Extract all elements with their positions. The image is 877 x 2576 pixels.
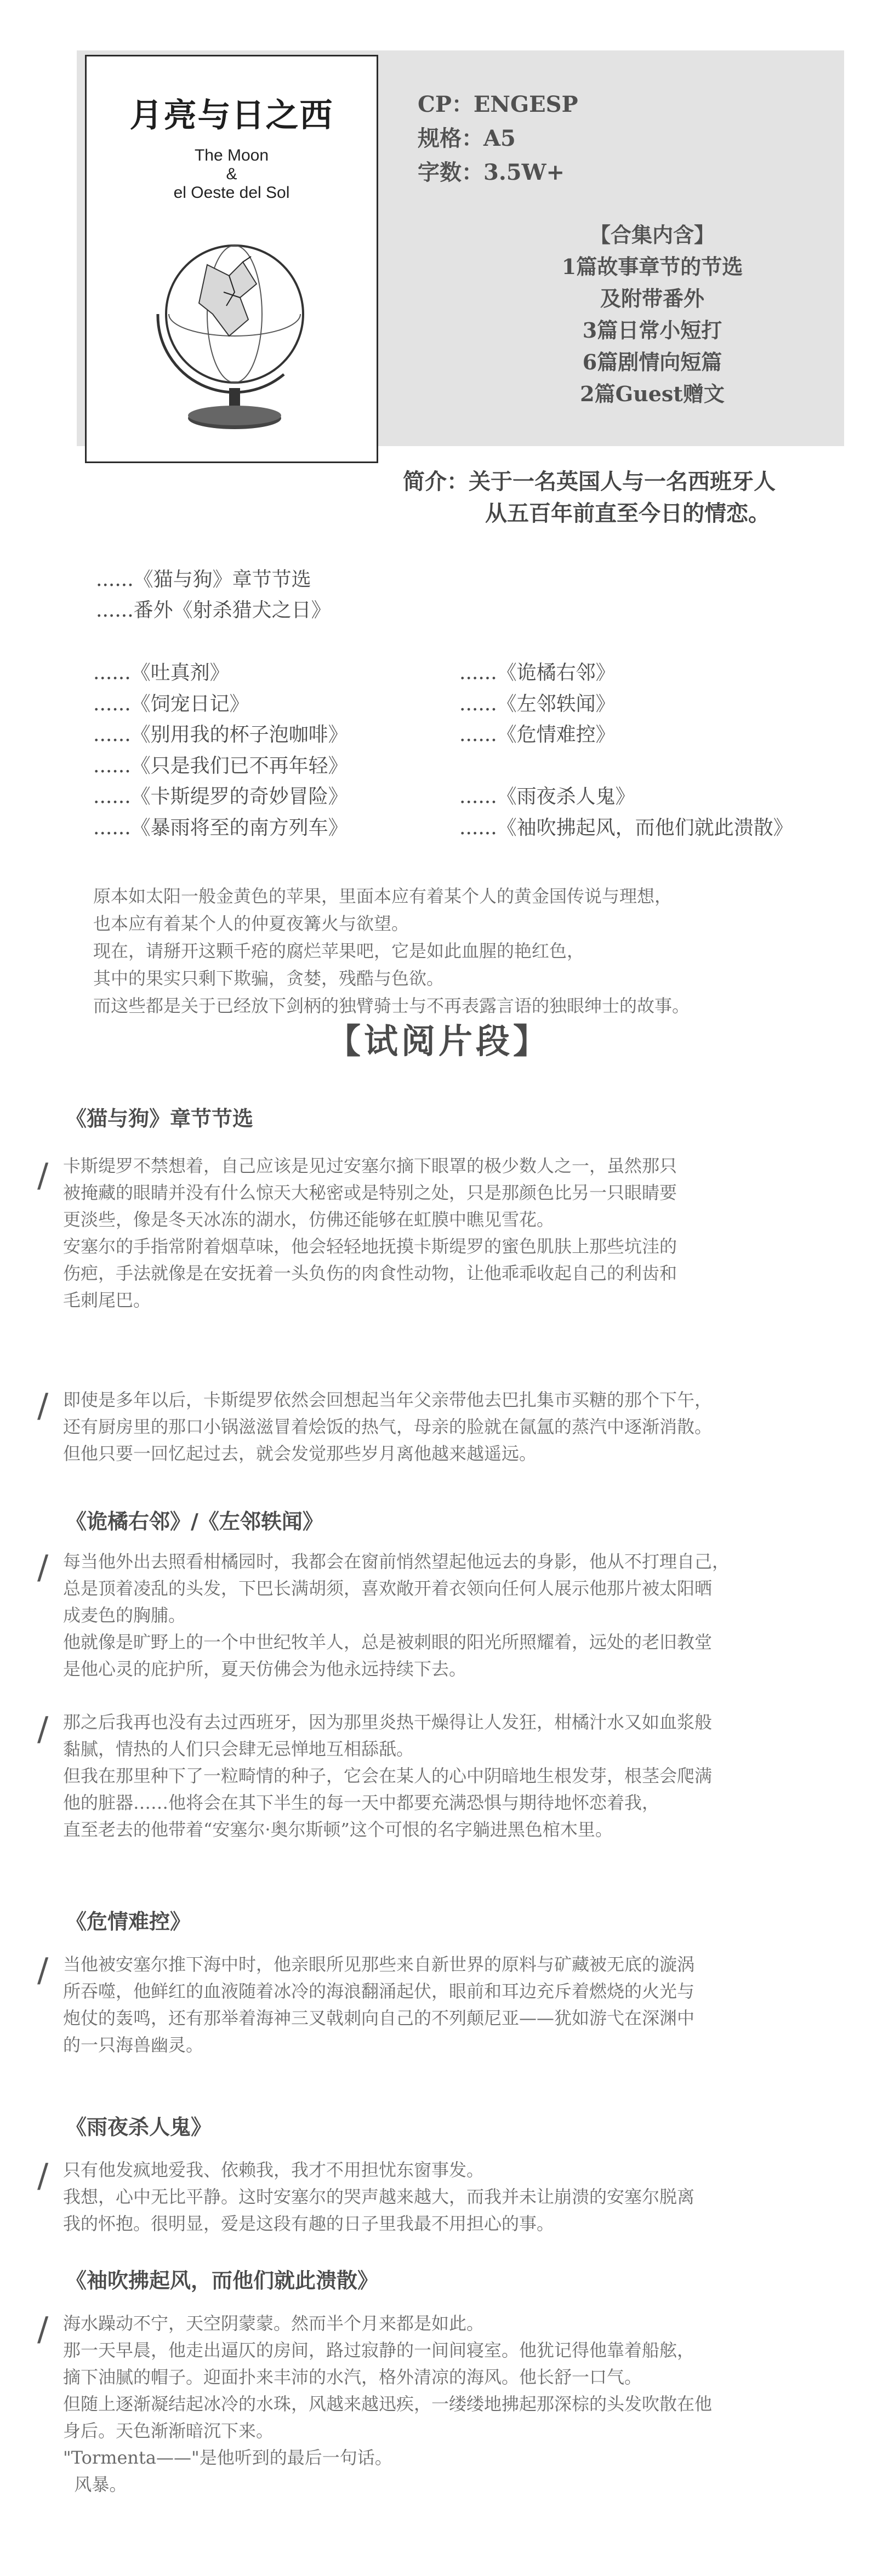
excerpt-line: 成麦色的胸脯。 — [63, 1605, 186, 1626]
intro-paragraph — [93, 882, 690, 1019]
chapter-title: 《猫与狗》章节节选 — [66, 1106, 254, 1131]
synopsis-line: 从五百年前直至今日的情恋。 — [485, 500, 770, 526]
excerpt-line: 每当他外出去照看柑橘园时，我都会在窗前悄然望起他远去的身影，他从不打理自己， — [63, 1551, 730, 1572]
toc-entry: ......《猫与狗》章节节选 — [96, 568, 311, 591]
toc-entry: ......《危情难控》 — [459, 723, 616, 746]
collection-item: 2篇Guest赠文 — [580, 381, 725, 406]
collection-header: 【合集内含】 — [589, 223, 715, 247]
excerpt-line: 摘下油腻的帽子。迎面扑来丰沛的水汽，格外清凉的海风。他长舒一口气。 — [63, 2367, 642, 2387]
slash-mark-icon: / — [37, 1387, 49, 1425]
slash-mark-icon: / — [37, 1156, 49, 1195]
excerpt-paragraph — [63, 1153, 830, 1314]
chapter-title: 《雨夜杀人鬼》 — [66, 2115, 212, 2139]
intro-line: 现在，请掰开这颗千疮的腐烂苹果吧，它是如此血腥的艳红色， — [93, 941, 585, 961]
book-info — [418, 88, 578, 190]
slash-mark-icon: / — [37, 2157, 49, 2195]
cover-title-en-line: & — [226, 165, 237, 183]
excerpt-line: 总是顶着凌乱的头发，下巴长满胡须，喜欢敞开着衣领向任何人展示他那片被太阳晒 — [63, 1578, 713, 1599]
toc-spacer — [459, 751, 793, 782]
toc-main-story — [96, 565, 331, 626]
globe-illustration — [147, 232, 322, 440]
chapter-title: 《诡橘右邻》/《左邻轶闻》 — [66, 1509, 323, 1534]
book-cover — [85, 55, 378, 463]
slash-mark-icon: / — [37, 1548, 49, 1587]
slash-mark-icon: / — [37, 2310, 49, 2349]
excerpt-line: 毛刺尾巴。 — [63, 1290, 151, 1310]
collection-item: 6篇剧情向短篇 — [582, 350, 722, 374]
slash-mark-icon: / — [37, 1710, 49, 1748]
excerpt-line: 当他被安塞尔推下海中时，他亲眼所见那些来自新世界的原料与矿藏被无底的漩涡 — [63, 1954, 695, 1975]
excerpt-line: 被掩藏的眼睛并没有什么惊天大秘密或是特别之处，只是那颜色比另一只眼睛要 — [63, 1182, 677, 1203]
toc-entry: ......《暴雨将至的南方列车》 — [93, 816, 348, 839]
excerpt-line: 所吞噬，他鲜红的血液随着冰冷的海浪翻涌起伏，眼前和耳边充斥着燃烧的火光与 — [63, 1981, 695, 2002]
excerpt-line: 但他只要一回忆起过去，就会发觉那些岁月离他越来越遥远。 — [63, 1443, 537, 1464]
intro-line: 而这些都是关于已经放下剑柄的独臂骑士与不再表露言语的独眼绅士的故事。 — [93, 995, 690, 1016]
synopsis — [403, 466, 776, 529]
chapter-title: 《袖吹拂起风，而他们就此溃散》 — [66, 2268, 379, 2293]
intro-line: 其中的果实只剩下欺骗，贪婪，残酷与色欲。 — [93, 968, 445, 989]
cover-title-en-line: The Moon — [194, 146, 269, 164]
excerpt-line: 风暴。 — [63, 2474, 127, 2495]
excerpt-line: 还有厨房里的那口小锅滋滋冒着烩饭的热气，母亲的脸就在氤氲的蒸汽中逐渐消散。 — [63, 1416, 713, 1437]
excerpt-line: 但随上逐渐凝结起冰冷的水珠，风越来越迅疾，一缕缕地拂起那深棕的头发吹散在他 — [63, 2393, 713, 2414]
collection-item: 及附带番外 — [600, 286, 704, 311]
toc-entry: ......《雨夜杀人鬼》 — [459, 785, 635, 808]
cover-title-en-line: el Oeste del Sol — [173, 184, 290, 202]
excerpt-line: 那一天早晨，他走出逼仄的房间，路过寂静的一间间寝室。他犹记得他靠着船舷， — [63, 2340, 695, 2361]
excerpt-line: 是他心灵的庇护所，夏天仿佛会为他永远持续下去。 — [63, 1659, 467, 1679]
excerpt-line: 即使是多年以后，卡斯缇罗依然会回想起当年父亲带他去巴扎集市买糖的那个下午， — [63, 1389, 713, 1410]
toc-entry: ......《左邻轶闻》 — [459, 692, 616, 715]
excerpt-line: 身后。天色渐渐暗沉下来。 — [63, 2420, 274, 2441]
excerpt-paragraph — [63, 1709, 830, 1843]
cover-title-chinese: 月亮与日之西 — [129, 96, 334, 135]
toc-entry: ......《袖吹拂起风，而他们就此溃散》 — [459, 816, 793, 839]
excerpt-line: 的一只海兽幽灵。 — [63, 2034, 204, 2055]
excerpt-paragraph — [63, 1951, 830, 2059]
chapter-title: 《危情难控》 — [66, 1909, 191, 1934]
excerpt-line: 安塞尔的手指常附着烟草味，他会轻轻地抚摸卡斯缇罗的蜜色肌肤上那些坑洼的 — [63, 1236, 677, 1257]
intro-line: 原本如太阳一般金黄色的苹果，里面本应有着某个人的黄金国传说与理想， — [93, 886, 673, 907]
excerpt-paragraph — [63, 1387, 830, 1467]
excerpt-line: 炮仗的轰鸣，还有那举着海神三叉戟刺向自己的不列颠尼亚——犹如游弋在深渊中 — [63, 2008, 695, 2028]
collection-contents — [543, 219, 762, 410]
excerpt-line: 但我在那里种下了一粒畸情的种子，它会在某人的心中阴暗地生根发芽，根茎会爬满 — [63, 1765, 713, 1786]
toc-entry: ......《诡橘右邻》 — [459, 662, 616, 684]
collection-item: 1篇故事章节的节选 — [561, 254, 743, 279]
info-cp: CP：ENGESP — [418, 92, 578, 117]
excerpt-line: 我想，心中无比平静。这时安塞尔的哭声越来越大，而我并未让崩溃的安塞尔脱离 — [63, 2186, 695, 2207]
intro-line: 也本应有着某个人的仲夏夜篝火与欲望。 — [93, 913, 409, 934]
toc-entry: ......《卡斯缇罗的奇妙冒险》 — [93, 785, 348, 808]
synopsis-line: 简介：关于一名英国人与一名西班牙人 — [403, 469, 776, 494]
excerpt-paragraph — [63, 1548, 830, 1683]
slash-mark-icon: / — [37, 1951, 49, 1990]
preview-section-title: 【试阅片段】 — [326, 1021, 550, 1061]
excerpt-line: 伤疤，手法就像是在安抚着一头负伤的肉食性动物，让他乖乖收起自己的利齿和 — [63, 1263, 677, 1284]
excerpt-line: 卡斯缇罗不禁想着，自己应该是见过安塞尔摘下眼罩的极少数人之一，虽然那只 — [63, 1155, 677, 1176]
excerpt-line: 他就像是旷野上的一个中世纪牧羊人，总是被刺眼的阳光所照耀着，远处的老旧教堂 — [63, 1632, 713, 1652]
toc-entry: ......《别用我的杯子泡咖啡》 — [93, 723, 348, 746]
info-word-count: 字数：3.5W+ — [418, 159, 565, 185]
excerpt-paragraph — [63, 2157, 830, 2237]
toc-right-column — [459, 658, 793, 844]
excerpt-line: 那之后我再也没有去过西班牙，因为那里炎热干燥得让人发狂，柑橘汁水又如血浆般 — [63, 1712, 713, 1732]
excerpt-line: 他的脏器……他将会在其下半生的每一天中都要充满恐惧与期待地怀恋着我， — [63, 1792, 660, 1813]
cover-title-english — [87, 146, 377, 202]
excerpt-line: 只有他发疯地爱我、依赖我，我才不用担忧东窗事发。 — [63, 2159, 485, 2180]
info-spec: 规格：A5 — [418, 126, 516, 151]
toc-entry: ......《吐真剂》 — [93, 662, 230, 684]
toc-entry: ......番外《射杀猎犬之日》 — [96, 599, 331, 622]
toc-entry: ......《只是我们已不再年轻》 — [93, 754, 348, 777]
toc-left-column — [93, 658, 348, 844]
excerpt-paragraph — [63, 2310, 830, 2498]
excerpt-line: 黏腻，情热的人们只会肆无忌惮地互相舔舐。 — [63, 1739, 414, 1759]
collection-item: 3篇日常小短打 — [582, 318, 722, 343]
excerpt-line: 直至老去的他带着“安塞尔·奥尔斯顿”这个可恨的名字躺进黑色棺木里。 — [63, 1819, 613, 1840]
excerpt-line: "Tormenta——"是他听到的最后一句话。 — [63, 2447, 392, 2468]
toc-entry: ......《饲宠日记》 — [93, 692, 249, 715]
excerpt-line: 我的怀抱。很明显，爱是这段有趣的日子里我最不用担心的事。 — [63, 2213, 555, 2234]
excerpt-line: 海水躁动不宁，天空阴蒙蒙。然而半个月来都是如此。 — [63, 2313, 485, 2334]
excerpt-line: 更淡些，像是冬天冰冻的湖水，仿佛还能够在虹膜中瞧见雪花。 — [63, 1209, 555, 1230]
